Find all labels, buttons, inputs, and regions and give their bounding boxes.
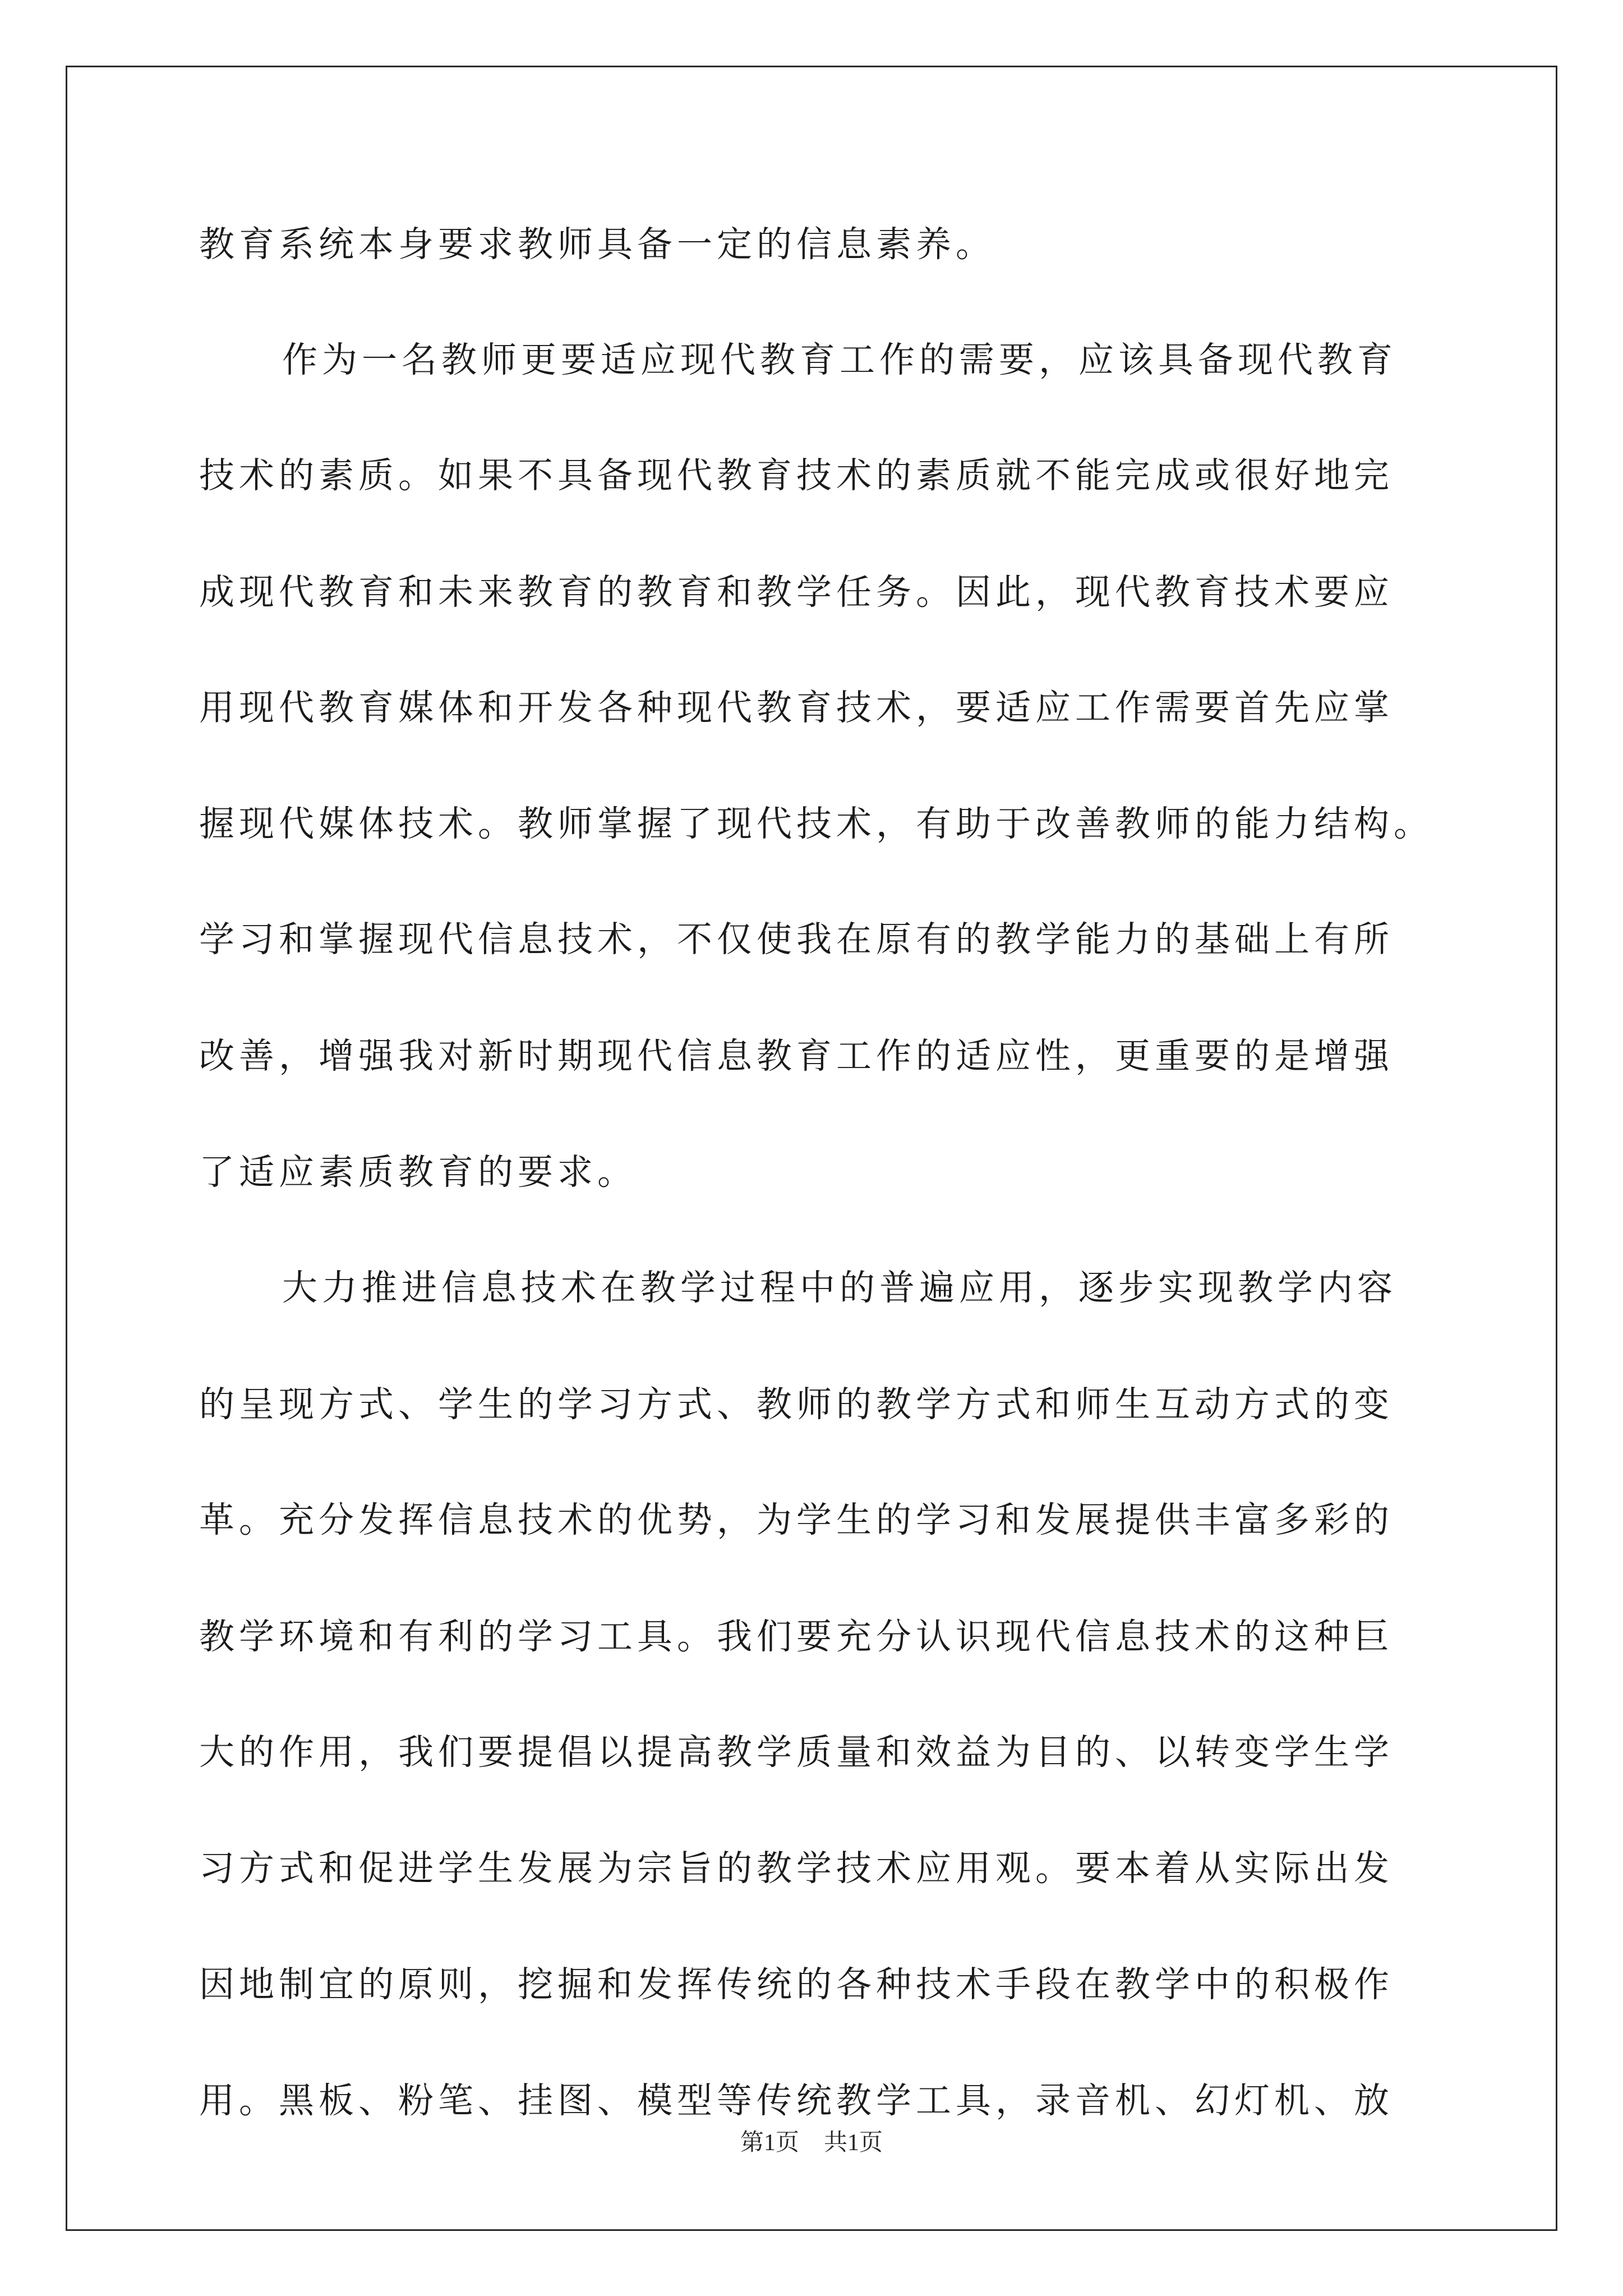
text-line: 握现代媒体技术。教师掌握了现代技术，有助于改善教师的能力结构。 <box>199 803 1433 844</box>
text-line: 了适应素质教育的要求。 <box>199 1152 637 1193</box>
paragraph-start-line: 作为一名教师更要适应现代教育工作的需要，应该具备现代教育 <box>282 339 1397 380</box>
text-line: 成现代教育和未来教育的教育和教学任务。因此，现代教育技术要应 <box>199 572 1394 613</box>
paragraph-start-line: 大力推进信息技术在教学过程中的普遍应用，逐步实现教学内容 <box>282 1267 1397 1308</box>
text-line: 技术的素质。如果不具备现代教育技术的素质就不能完成或很好地完 <box>199 455 1394 496</box>
page-number: 第1页 <box>740 2130 799 2156</box>
text-line: 的呈现方式、学生的学习方式、教师的教学方式和师生互动方式的变 <box>199 1384 1394 1425</box>
page-border <box>66 66 1557 2231</box>
text-line: 改善，增强我对新时期现代信息教育工作的适应性，更重要的是增强 <box>199 1036 1394 1076</box>
text-line: 用。黑板、粉笔、挂图、模型等传统教学工具，录音机、幻灯机、放 <box>199 2080 1394 2121</box>
text-line: 革。充分发挥信息技术的优势，为学生的学习和发展提供丰富多彩的 <box>199 1499 1394 1540</box>
text-line: 因地制宜的原则，挖掘和发挥传统的各种技术手段在教学中的积极作 <box>199 1964 1394 2005</box>
text-line: 教育系统本身要求教师具备一定的信息素养。 <box>199 224 995 265</box>
text-line: 学习和掌握现代信息技术，不仅使我在原有的教学能力的基础上有所 <box>199 919 1394 960</box>
text-line: 用现代教育媒体和开发各种现代教育技术，要适应工作需要首先应掌 <box>199 687 1394 728</box>
text-line: 习方式和促进学生发展为宗旨的教学技术应用观。要本着从实际出发 <box>199 1848 1394 1889</box>
page-total: 共1页 <box>824 2130 883 2156</box>
page-footer <box>0 2129 1623 2157</box>
text-line: 教学环境和有利的学习工具。我们要充分认识现代信息技术的这种巨 <box>199 1616 1394 1657</box>
text-line: 大的作用，我们要提倡以提高教学质量和效益为目的、以转变学生学 <box>199 1732 1394 1773</box>
